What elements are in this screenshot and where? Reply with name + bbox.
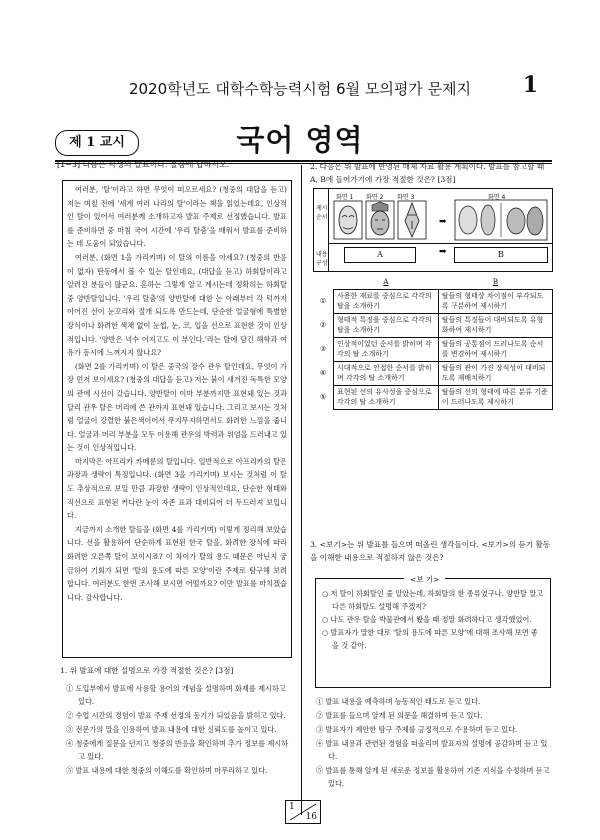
q2-stem: 2. 다음은 위 발표에 반영된 매체 자료 활용 계획이다. 발표를 참고할 때 A, B에 들어가기에 가장 적절한 것은? [3점] (310, 162, 545, 184)
passage-paragraph: (화면 2를 가리키며) 이 탈은 중국의 장수 관우 탈인데요, 무엇이 가장 먼저 보이세요? (청중의 대답을 듣고) 저는 붉이 새겨진 독특한 모양의 관에 시선이 갔습니다. 양반탈이 이마 부분까지만 표현돼 있는 것과 달리 관우 탈은 머리에 쓴 관까지 표현돼 있습니다. 그리고 보시는 것처럼 얼굴이 강렬한 붉은색이어서 무지무지하면서도 화려한 느낌을 줍니다. 얼굴과 머리 부분을 모두 이용해 관우의 박력과 위엄을 드러내고 있는 것이 인상적입니다. (67, 361, 287, 453)
page-number: 1 (522, 72, 538, 98)
q3-stem: 3. <보기>는 위 발표를 들으며 떠올린 생각들이다. <보기>의 듣기 활동을 이해한 내용으로 적절하지 않은 것은? (310, 540, 551, 562)
bogi-item: ○ 나도 관우 탈을 박물관에서 봤을 때 정말 화려하다고 생각했었어. (322, 615, 532, 624)
q1-choice[interactable]: ① 도입부에서 발표에 사용할 용어의 개념을 설명하며 화제를 제시하고 있다. (66, 684, 286, 706)
group-title: [1~3] 다음은 학생의 발표이다. 물음에 답하시오. (57, 160, 230, 169)
q1-choice[interactable]: ④ 청중에게 질문을 던지고 청중의 반응을 확인하며 추가 정보를 제시하고 있다. (66, 739, 289, 761)
row-label-order: 제시 순서 (316, 205, 328, 221)
mask-images-1-3 (332, 199, 432, 241)
col-header-a: A (383, 278, 389, 286)
q3-choice[interactable]: ② 발표를 들으며 알게 된 의문을 해결하며 듣고 있다. (316, 711, 483, 720)
footer-total: 16 (305, 812, 317, 822)
mask-images-4 (454, 199, 548, 241)
q3-choice[interactable]: ① 발표 내용을 예측하며 능동적인 태도로 듣고 있다. (316, 697, 481, 706)
screen-label: 화면 3 (397, 194, 415, 201)
bogi-title: <보 기> (404, 573, 445, 586)
q1-choice[interactable]: ⑤ 발표 내용에 대한 청중의 이해도를 확인하며 마무리하고 있다. (66, 766, 268, 775)
footer-page: 1 (289, 802, 295, 812)
subject-title: 국어 영역 (236, 123, 364, 157)
bogi-item: ○ 발표자가 말한 대로 '탈의 용도에 따른 모양'에 대해 조사해 보면 좋을 것 같아. (322, 628, 538, 650)
arrow-icon: ➡ (439, 247, 447, 257)
q3-choice[interactable]: ④ 발표 내용과 관련된 경험을 떠올리며 발표자의 설명에 공감하며 듣고 있다. (316, 739, 548, 761)
q1-choices (66, 682, 292, 778)
table-row[interactable]: ④ 시대적으로 인접한 순서를 밝히며 각각의 탈 소개하기 탈들의 관이 가진 장식성이 대비되도록 재배치하기 (313, 361, 553, 385)
table-row[interactable]: ② 형태적 특징을 중심으로 각각의 탈을 소개하기 탈들의 특징들이 대비되도록 유형화하여 제시하기 (313, 313, 553, 337)
box-b: B (454, 247, 548, 263)
passage-paragraph: 여러분, '탈'이라고 하면 무엇이 떠오르세요? (청중의 대답을 듣고) 저는 며칠 전에 '세계 여러 나라의 탈'이라는 책을 읽었는데요, 인상적인 탈이 있어서 여러분께 소개하고자 발표 주제로 선정했습니다. 발표를 준비하면 중 마침 국어 시간에 '우리 탈춤'을 배워서 발표를 준비하는 데 도움이 되었습니다. (67, 185, 287, 249)
arrow-icon: ➡ (439, 217, 447, 227)
passage-paragraph: 여러분, (화면 1을 가리키며) 이 탈의 이름을 아세요? (청중의 반응이 없자) 탄동에서 볼 수 있는 탈인데요, (대답을 듣고) 하회탈이라고 알려진 분들이 많군요. 혼하는 그렇게 알고 계시는데 정확히는 하회탈 중 양반탈입니다. '우리 탈춤'의 양반탈에 대한 는 아래부터 각 턱까지 이어진 선이 눈꼬리와 절개 되도록 만드는데, 단순한 얼굴형에 특별한 장식이나 화려한 색채 없이 눈썹, 눈, 코, 입을 선으로 표현한 것이 인상적입니다. '양반은 넉수 어지고도 이 부인다.'라는 탈에 담긴 해학과 여유가 동시에 느껴지지 않나요? (67, 252, 287, 358)
passage-box (62, 180, 292, 658)
bogi-item: ○ 저 탈이 하회탈인 줄 알았는데, 하회탈의 한 종류였구나. 양반탈 말고 다른 하회탈도 설명해 주겠지? (322, 589, 544, 611)
col-header-b: B (492, 278, 499, 286)
q3-choice[interactable]: ⑤ 발표를 통해 알게 된 새로운 정보를 활용하여 기존 지식을 수정하며 듣고 있다. (316, 766, 550, 788)
screen-label: 화면 1 (336, 194, 354, 201)
table-row[interactable]: ③ 인상적이었던 순서를 밝히며 각각의 탈 소개하기 탈들의 공통점이 드러나도록 순서를 변경하여 제시하기 (313, 337, 553, 361)
row-label-content: 내용 구성 (316, 251, 328, 267)
column-divider (301, 165, 302, 815)
header-title: 2020학년도 대학수학능력시험 6월 모의평가 문제지 (128, 80, 472, 98)
media-plan-box (313, 188, 553, 272)
passage-paragraph: 마지막은 아프리카 카메룬의 탈입니다. 일반적으로 아프리카의 탈은 과장과 생략이 특징입니다. (화면 3을 가리키며) 보시는 것처럼 이 탈도 추상적으로 보일 만큼 과장한 생략이 인상적인데요, 단순한 형태와 직선으로 표현된 커다란 눈이 자존 표과 대비되어 더 두드러져 보입니다. (67, 456, 287, 521)
page-footer (285, 800, 321, 824)
screen-label: 화면 4 (488, 194, 506, 201)
table-row[interactable]: ⑤ 표현된 선의 유사성을 중심으로 각각의 탈 소개하기 탈들의 선의 형태에 따른 분류 기준이 드러나도록 제시하기 (313, 385, 553, 409)
passage-paragraph: 지금까지 소개한 탈들을 (화면 4를 가리키며) 이렇게 정리해 보았습니다. 선을 활용하여 단순하게 표현된 한국 탈을, 화려한 장식에 따라 화려한 오른쪽 탈이 보이시죠? 이 차이가 탈의 용도 때문은 아닌지 궁금하여 기회가 되면 '탈의 용도에 따른 모양'이란 주제로 탐구해 보려 합니다. 여러분도 한번 조사해 보시면 어떨까요? 이만 발표를 마치겠습니다. 감사합니다. (67, 524, 287, 602)
q3-choice[interactable]: ③ 발표자가 제안한 탐구 주제를 긍정적으로 수용하며 듣고 있다. (316, 725, 518, 734)
q1-choice[interactable]: ② 수업 시간의 경험이 발표 주제 선정의 동기가 되었음을 밝히고 있다. (66, 711, 286, 720)
q2-choice-table (313, 276, 553, 410)
screen-label: 화면 2 (366, 194, 384, 201)
period-badge: 제 1 교시 (55, 130, 139, 156)
table-row[interactable]: ① 사용한 재료를 중심으로 각각의 탈을 소개하기 탈들의 형태상 차이점이 부각되도록 구분하여 제시하기 (313, 289, 553, 313)
bogi-box (315, 575, 551, 688)
label-divider (328, 189, 329, 271)
box-a: A (344, 247, 416, 263)
row-divider (328, 243, 552, 244)
q1-stem: 1. 위 발표에 대한 설명으로 가장 적절한 것은? [3점] (60, 666, 234, 675)
q1-choice[interactable]: ③ 전문가의 말을 인용하여 발표 내용에 대한 신뢰도를 높이고 있다. (66, 725, 277, 734)
q3-choices (316, 695, 552, 791)
